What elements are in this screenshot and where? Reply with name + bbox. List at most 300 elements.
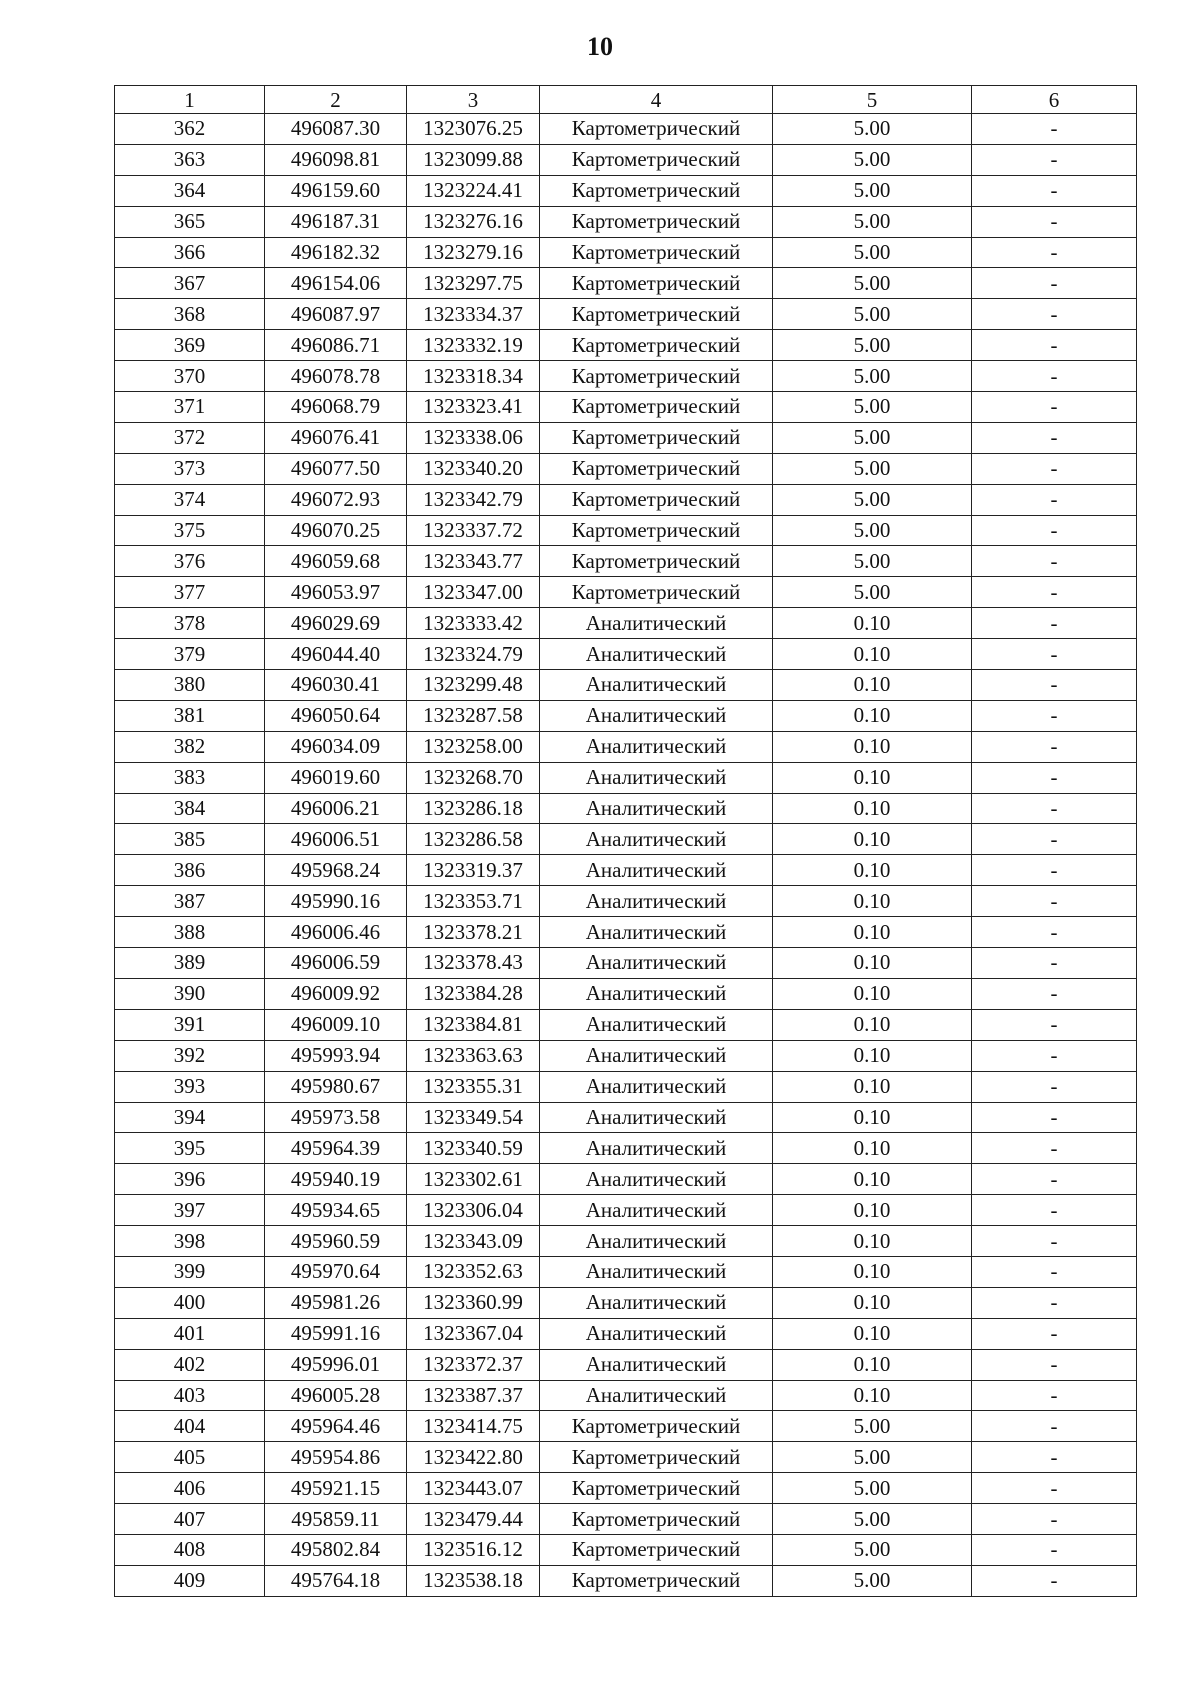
cell-accuracy: 5.00 <box>773 330 972 361</box>
cell-accuracy: 5.00 <box>773 1504 972 1535</box>
table-row <box>115 1226 1137 1257</box>
cell-description: - <box>972 917 1137 948</box>
cell-point-number: 379 <box>115 639 265 670</box>
cell-method: Картометрический <box>540 484 773 515</box>
cell-method: Аналитический <box>540 1318 773 1349</box>
cell-x-coordinate: 496070.25 <box>265 515 407 546</box>
cell-method: Аналитический <box>540 978 773 1009</box>
table-row <box>115 1287 1137 1318</box>
cell-method: Картометрический <box>540 144 773 175</box>
cell-description: - <box>972 422 1137 453</box>
cell-point-number: 372 <box>115 422 265 453</box>
cell-description: - <box>972 1349 1137 1380</box>
cell-description: - <box>972 1380 1137 1411</box>
table-row <box>115 515 1137 546</box>
cell-y-coordinate: 1323378.21 <box>407 917 540 948</box>
cell-method: Картометрический <box>540 268 773 299</box>
cell-x-coordinate: 495802.84 <box>265 1534 407 1565</box>
cell-point-number: 363 <box>115 144 265 175</box>
cell-y-coordinate: 1323286.18 <box>407 793 540 824</box>
cell-y-coordinate: 1323347.00 <box>407 577 540 608</box>
cell-method: Аналитический <box>540 1164 773 1195</box>
cell-description: - <box>972 639 1137 670</box>
cell-y-coordinate: 1323340.20 <box>407 453 540 484</box>
cell-description: - <box>972 1164 1137 1195</box>
cell-accuracy: 5.00 <box>773 299 972 330</box>
cell-description: - <box>972 1040 1137 1071</box>
cell-point-number: 408 <box>115 1534 265 1565</box>
cell-description: - <box>972 1442 1137 1473</box>
cell-point-number: 399 <box>115 1256 265 1287</box>
table-row <box>115 1071 1137 1102</box>
cell-point-number: 392 <box>115 1040 265 1071</box>
cell-x-coordinate: 496009.92 <box>265 978 407 1009</box>
cell-accuracy: 0.10 <box>773 1164 972 1195</box>
table-row <box>115 268 1137 299</box>
cell-x-coordinate: 496050.64 <box>265 700 407 731</box>
cell-method: Аналитический <box>540 886 773 917</box>
cell-accuracy: 5.00 <box>773 422 972 453</box>
cell-x-coordinate: 496006.21 <box>265 793 407 824</box>
table-row <box>115 484 1137 515</box>
cell-description: - <box>972 1133 1137 1164</box>
table-row <box>115 608 1137 639</box>
cell-y-coordinate: 1323340.59 <box>407 1133 540 1164</box>
cell-point-number: 369 <box>115 330 265 361</box>
cell-accuracy: 0.10 <box>773 1071 972 1102</box>
cell-x-coordinate: 495980.67 <box>265 1071 407 1102</box>
cell-x-coordinate: 496098.81 <box>265 144 407 175</box>
cell-description: - <box>972 948 1137 979</box>
cell-accuracy: 0.10 <box>773 762 972 793</box>
cell-accuracy: 5.00 <box>773 484 972 515</box>
table-body <box>115 114 1137 1597</box>
cell-accuracy: 5.00 <box>773 114 972 145</box>
table-row <box>115 453 1137 484</box>
cell-description: - <box>972 1411 1137 1442</box>
cell-accuracy: 0.10 <box>773 731 972 762</box>
cell-accuracy: 0.10 <box>773 1380 972 1411</box>
cell-y-coordinate: 1323224.41 <box>407 175 540 206</box>
cell-x-coordinate: 495964.46 <box>265 1411 407 1442</box>
cell-accuracy: 0.10 <box>773 1040 972 1071</box>
cell-accuracy: 5.00 <box>773 1565 972 1596</box>
cell-method: Аналитический <box>540 917 773 948</box>
cell-description: - <box>972 1226 1137 1257</box>
cell-method: Картометрический <box>540 1411 773 1442</box>
cell-method: Картометрический <box>540 206 773 237</box>
table-row <box>115 670 1137 701</box>
cell-method: Аналитический <box>540 700 773 731</box>
table-row <box>115 700 1137 731</box>
cell-description: - <box>972 1195 1137 1226</box>
cell-y-coordinate: 1323372.37 <box>407 1349 540 1380</box>
cell-accuracy: 0.10 <box>773 1195 972 1226</box>
cell-x-coordinate: 496086.71 <box>265 330 407 361</box>
table-row <box>115 1164 1137 1195</box>
cell-accuracy: 5.00 <box>773 144 972 175</box>
cell-x-coordinate: 496005.28 <box>265 1380 407 1411</box>
cell-y-coordinate: 1323378.43 <box>407 948 540 979</box>
cell-point-number: 383 <box>115 762 265 793</box>
table-row <box>115 886 1137 917</box>
cell-method: Картометрический <box>540 175 773 206</box>
cell-description: - <box>972 1009 1137 1040</box>
cell-method: Аналитический <box>540 1349 773 1380</box>
cell-accuracy: 5.00 <box>773 1534 972 1565</box>
cell-description: - <box>972 731 1137 762</box>
cell-description: - <box>972 1473 1137 1504</box>
cell-point-number: 364 <box>115 175 265 206</box>
cell-accuracy: 0.10 <box>773 855 972 886</box>
cell-point-number: 367 <box>115 268 265 299</box>
cell-y-coordinate: 1323099.88 <box>407 144 540 175</box>
cell-method: Аналитический <box>540 948 773 979</box>
cell-y-coordinate: 1323516.12 <box>407 1534 540 1565</box>
cell-description: - <box>972 608 1137 639</box>
cell-method: Картометрический <box>540 114 773 145</box>
cell-y-coordinate: 1323302.61 <box>407 1164 540 1195</box>
cell-point-number: 377 <box>115 577 265 608</box>
table-row <box>115 1534 1137 1565</box>
cell-accuracy: 0.10 <box>773 1133 972 1164</box>
cell-accuracy: 0.10 <box>773 917 972 948</box>
cell-x-coordinate: 496087.97 <box>265 299 407 330</box>
cell-accuracy: 5.00 <box>773 175 972 206</box>
header-cell-y-coordinate: 3 <box>407 86 540 114</box>
cell-y-coordinate: 1323268.70 <box>407 762 540 793</box>
cell-point-number: 398 <box>115 1226 265 1257</box>
cell-x-coordinate: 496087.30 <box>265 114 407 145</box>
cell-y-coordinate: 1323342.79 <box>407 484 540 515</box>
cell-y-coordinate: 1323287.58 <box>407 700 540 731</box>
table-row <box>115 114 1137 145</box>
table-row <box>115 917 1137 948</box>
table-row <box>115 1040 1137 1071</box>
cell-accuracy: 0.10 <box>773 1009 972 1040</box>
cell-method: Картометрический <box>540 237 773 268</box>
table-row <box>115 1411 1137 1442</box>
cell-method: Картометрический <box>540 392 773 423</box>
cell-x-coordinate: 496159.60 <box>265 175 407 206</box>
cell-point-number: 374 <box>115 484 265 515</box>
cell-method: Аналитический <box>540 1102 773 1133</box>
cell-accuracy: 0.10 <box>773 1226 972 1257</box>
cell-description: - <box>972 330 1137 361</box>
cell-accuracy: 0.10 <box>773 1256 972 1287</box>
cell-method: Аналитический <box>540 824 773 855</box>
cell-description: - <box>972 206 1137 237</box>
cell-method: Аналитический <box>540 1380 773 1411</box>
cell-point-number: 396 <box>115 1164 265 1195</box>
table-row <box>115 978 1137 1009</box>
cell-point-number: 393 <box>115 1071 265 1102</box>
cell-description: - <box>972 1534 1137 1565</box>
table-row <box>115 206 1137 237</box>
cell-y-coordinate: 1323297.75 <box>407 268 540 299</box>
cell-description: - <box>972 577 1137 608</box>
table-row <box>115 1133 1137 1164</box>
cell-accuracy: 0.10 <box>773 1287 972 1318</box>
cell-point-number: 388 <box>115 917 265 948</box>
cell-x-coordinate: 496076.41 <box>265 422 407 453</box>
table-row <box>115 299 1137 330</box>
table-row <box>115 855 1137 886</box>
cell-x-coordinate: 496044.40 <box>265 639 407 670</box>
cell-y-coordinate: 1323538.18 <box>407 1565 540 1596</box>
cell-method: Картометрический <box>540 1565 773 1596</box>
cell-y-coordinate: 1323384.28 <box>407 978 540 1009</box>
cell-description: - <box>972 762 1137 793</box>
cell-description: - <box>972 1256 1137 1287</box>
cell-method: Аналитический <box>540 855 773 886</box>
cell-accuracy: 5.00 <box>773 392 972 423</box>
cell-method: Аналитический <box>540 762 773 793</box>
cell-x-coordinate: 496078.78 <box>265 361 407 392</box>
table-row <box>115 948 1137 979</box>
cell-point-number: 395 <box>115 1133 265 1164</box>
cell-y-coordinate: 1323343.77 <box>407 546 540 577</box>
cell-point-number: 386 <box>115 855 265 886</box>
header-cell-description: 6 <box>972 86 1137 114</box>
cell-y-coordinate: 1323076.25 <box>407 114 540 145</box>
cell-accuracy: 5.00 <box>773 1442 972 1473</box>
cell-x-coordinate: 496154.06 <box>265 268 407 299</box>
table-row <box>115 762 1137 793</box>
cell-accuracy: 0.10 <box>773 1318 972 1349</box>
cell-x-coordinate: 496029.69 <box>265 608 407 639</box>
cell-point-number: 409 <box>115 1565 265 1596</box>
cell-y-coordinate: 1323337.72 <box>407 515 540 546</box>
cell-accuracy: 5.00 <box>773 515 972 546</box>
cell-description: - <box>972 546 1137 577</box>
cell-y-coordinate: 1323299.48 <box>407 670 540 701</box>
cell-point-number: 403 <box>115 1380 265 1411</box>
cell-accuracy: 0.10 <box>773 793 972 824</box>
cell-point-number: 390 <box>115 978 265 1009</box>
cell-point-number: 382 <box>115 731 265 762</box>
cell-description: - <box>972 237 1137 268</box>
table-row <box>115 824 1137 855</box>
cell-method: Аналитический <box>540 1256 773 1287</box>
cell-x-coordinate: 495954.86 <box>265 1442 407 1473</box>
cell-accuracy: 0.10 <box>773 700 972 731</box>
cell-description: - <box>972 361 1137 392</box>
cell-point-number: 404 <box>115 1411 265 1442</box>
cell-description: - <box>972 700 1137 731</box>
table-row <box>115 175 1137 206</box>
table-row <box>115 1009 1137 1040</box>
cell-point-number: 370 <box>115 361 265 392</box>
cell-x-coordinate: 496187.31 <box>265 206 407 237</box>
cell-description: - <box>972 1504 1137 1535</box>
cell-method: Аналитический <box>540 1195 773 1226</box>
cell-point-number: 373 <box>115 453 265 484</box>
cell-x-coordinate: 495921.15 <box>265 1473 407 1504</box>
cell-x-coordinate: 495973.58 <box>265 1102 407 1133</box>
cell-y-coordinate: 1323333.42 <box>407 608 540 639</box>
cell-x-coordinate: 496053.97 <box>265 577 407 608</box>
cell-accuracy: 5.00 <box>773 361 972 392</box>
cell-method: Аналитический <box>540 670 773 701</box>
cell-description: - <box>972 978 1137 1009</box>
cell-description: - <box>972 392 1137 423</box>
table-row <box>115 546 1137 577</box>
cell-y-coordinate: 1323355.31 <box>407 1071 540 1102</box>
cell-accuracy: 5.00 <box>773 237 972 268</box>
cell-method: Аналитический <box>540 608 773 639</box>
cell-x-coordinate: 496182.32 <box>265 237 407 268</box>
cell-description: - <box>972 793 1137 824</box>
cell-x-coordinate: 496034.09 <box>265 731 407 762</box>
cell-x-coordinate: 495964.39 <box>265 1133 407 1164</box>
header-cell-method: 4 <box>540 86 773 114</box>
header-cell-accuracy: 5 <box>773 86 972 114</box>
cell-accuracy: 5.00 <box>773 546 972 577</box>
table-row <box>115 731 1137 762</box>
cell-y-coordinate: 1323363.63 <box>407 1040 540 1071</box>
cell-x-coordinate: 496006.46 <box>265 917 407 948</box>
table-row <box>115 1256 1137 1287</box>
cell-y-coordinate: 1323343.09 <box>407 1226 540 1257</box>
cell-x-coordinate: 495991.16 <box>265 1318 407 1349</box>
cell-accuracy: 0.10 <box>773 670 972 701</box>
cell-description: - <box>972 886 1137 917</box>
cell-description: - <box>972 453 1137 484</box>
cell-y-coordinate: 1323319.37 <box>407 855 540 886</box>
cell-y-coordinate: 1323479.44 <box>407 1504 540 1535</box>
table-row <box>115 1473 1137 1504</box>
cell-y-coordinate: 1323414.75 <box>407 1411 540 1442</box>
cell-y-coordinate: 1323443.07 <box>407 1473 540 1504</box>
cell-description: - <box>972 1565 1137 1596</box>
cell-method: Аналитический <box>540 1071 773 1102</box>
cell-method: Картометрический <box>540 299 773 330</box>
table-row <box>115 1380 1137 1411</box>
cell-accuracy: 0.10 <box>773 1102 972 1133</box>
cell-accuracy: 0.10 <box>773 608 972 639</box>
table-row <box>115 144 1137 175</box>
cell-x-coordinate: 496059.68 <box>265 546 407 577</box>
cell-method: Аналитический <box>540 793 773 824</box>
cell-y-coordinate: 1323360.99 <box>407 1287 540 1318</box>
cell-x-coordinate: 495859.11 <box>265 1504 407 1535</box>
cell-description: - <box>972 824 1137 855</box>
cell-accuracy: 0.10 <box>773 639 972 670</box>
table-row <box>115 1504 1137 1535</box>
coordinates-table <box>114 85 1137 1597</box>
cell-description: - <box>972 855 1137 886</box>
cell-point-number: 406 <box>115 1473 265 1504</box>
table-row <box>115 1195 1137 1226</box>
table-row <box>115 1442 1137 1473</box>
cell-x-coordinate: 495764.18 <box>265 1565 407 1596</box>
table-row <box>115 639 1137 670</box>
table-row <box>115 793 1137 824</box>
cell-method: Аналитический <box>540 1287 773 1318</box>
cell-method: Картометрический <box>540 577 773 608</box>
cell-y-coordinate: 1323387.37 <box>407 1380 540 1411</box>
cell-y-coordinate: 1323338.06 <box>407 422 540 453</box>
cell-method: Аналитический <box>540 731 773 762</box>
cell-accuracy: 0.10 <box>773 978 972 1009</box>
header-cell-x-coordinate: 2 <box>265 86 407 114</box>
cell-x-coordinate: 495968.24 <box>265 855 407 886</box>
cell-x-coordinate: 495990.16 <box>265 886 407 917</box>
cell-point-number: 394 <box>115 1102 265 1133</box>
cell-point-number: 385 <box>115 824 265 855</box>
cell-point-number: 368 <box>115 299 265 330</box>
cell-point-number: 365 <box>115 206 265 237</box>
cell-method: Аналитический <box>540 639 773 670</box>
cell-x-coordinate: 496072.93 <box>265 484 407 515</box>
header-cell-point-number: 1 <box>115 86 265 114</box>
cell-point-number: 389 <box>115 948 265 979</box>
cell-accuracy: 5.00 <box>773 1473 972 1504</box>
cell-point-number: 378 <box>115 608 265 639</box>
cell-method: Картометрический <box>540 1504 773 1535</box>
cell-x-coordinate: 495940.19 <box>265 1164 407 1195</box>
cell-method: Картометрический <box>540 1442 773 1473</box>
cell-method: Картометрический <box>540 1473 773 1504</box>
cell-point-number: 380 <box>115 670 265 701</box>
page-number: 10 <box>587 32 613 61</box>
table-row <box>115 330 1137 361</box>
cell-description: - <box>972 299 1137 330</box>
table-header-row <box>115 86 1137 114</box>
cell-description: - <box>972 484 1137 515</box>
cell-x-coordinate: 496077.50 <box>265 453 407 484</box>
cell-y-coordinate: 1323323.41 <box>407 392 540 423</box>
cell-method: Картометрический <box>540 546 773 577</box>
cell-accuracy: 0.10 <box>773 824 972 855</box>
cell-y-coordinate: 1323352.63 <box>407 1256 540 1287</box>
cell-point-number: 366 <box>115 237 265 268</box>
cell-description: - <box>972 670 1137 701</box>
cell-y-coordinate: 1323353.71 <box>407 886 540 917</box>
cell-point-number: 387 <box>115 886 265 917</box>
cell-x-coordinate: 495981.26 <box>265 1287 407 1318</box>
cell-x-coordinate: 496009.10 <box>265 1009 407 1040</box>
cell-method: Аналитический <box>540 1009 773 1040</box>
table-row <box>115 1102 1137 1133</box>
cell-x-coordinate: 496068.79 <box>265 392 407 423</box>
cell-y-coordinate: 1323279.16 <box>407 237 540 268</box>
cell-point-number: 400 <box>115 1287 265 1318</box>
cell-y-coordinate: 1323324.79 <box>407 639 540 670</box>
cell-accuracy: 5.00 <box>773 206 972 237</box>
cell-point-number: 405 <box>115 1442 265 1473</box>
cell-point-number: 371 <box>115 392 265 423</box>
cell-method: Аналитический <box>540 1040 773 1071</box>
cell-y-coordinate: 1323349.54 <box>407 1102 540 1133</box>
cell-method: Аналитический <box>540 1133 773 1164</box>
cell-point-number: 375 <box>115 515 265 546</box>
cell-y-coordinate: 1323306.04 <box>407 1195 540 1226</box>
cell-y-coordinate: 1323258.00 <box>407 731 540 762</box>
cell-method: Картометрический <box>540 453 773 484</box>
table-row <box>115 577 1137 608</box>
cell-x-coordinate: 496006.51 <box>265 824 407 855</box>
cell-x-coordinate: 495970.64 <box>265 1256 407 1287</box>
cell-description: - <box>972 515 1137 546</box>
cell-description: - <box>972 144 1137 175</box>
cell-accuracy: 5.00 <box>773 453 972 484</box>
cell-method: Картометрический <box>540 1534 773 1565</box>
table-row <box>115 237 1137 268</box>
cell-description: - <box>972 175 1137 206</box>
cell-y-coordinate: 1323318.34 <box>407 361 540 392</box>
